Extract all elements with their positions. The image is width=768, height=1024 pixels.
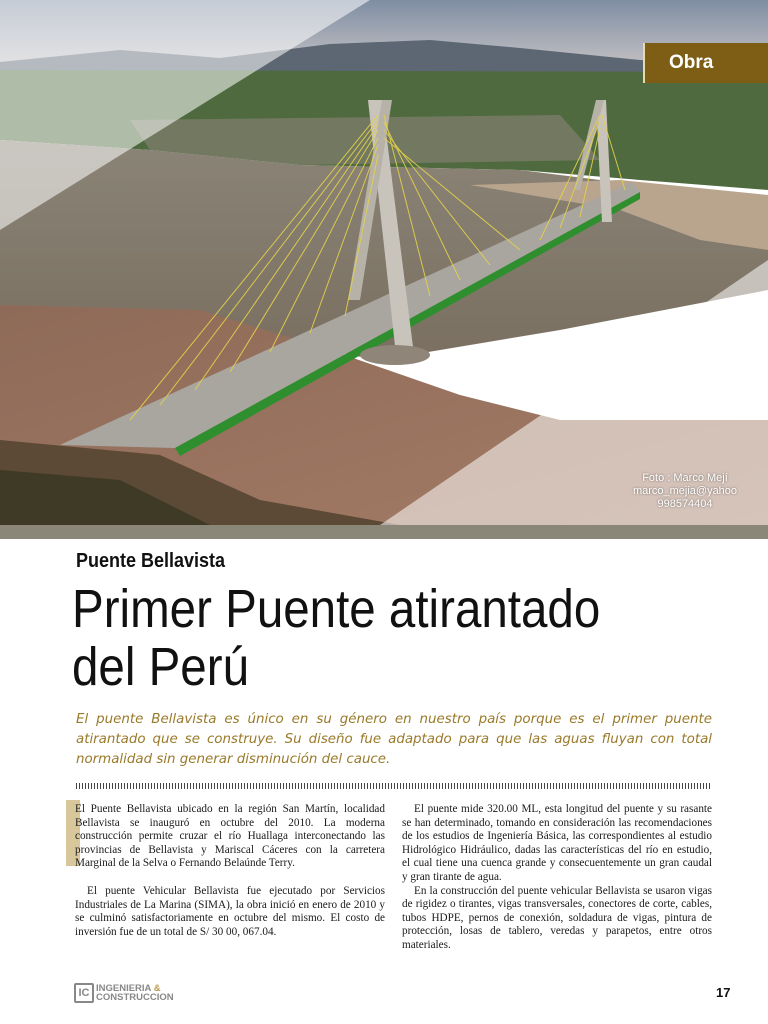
logo-ampersand: & [153, 983, 161, 994]
photo-credit-email: marco_mejia@yahoo [632, 485, 738, 497]
section-tag: Obra [643, 43, 768, 83]
photo-credit-phone: 998574404 [657, 498, 713, 510]
photo-credit [600, 472, 768, 511]
logo-line-1: INGENIERIA [96, 983, 152, 994]
logo-mark: IC [74, 983, 94, 1003]
dotted-divider [76, 783, 712, 789]
body-paragraph: El Puente Bellavista ubicado en la región San Martín, localidad Bellavista se inauguró en octubre del 2010. La moderna construcción permite cruzar el río Huallaga interconectando las provincias de Bellavista y Mariscal Cáceres con la carretera Marginal de la Selva o Fernando Belaúnde Terry. [75, 803, 385, 870]
article-title [72, 580, 670, 696]
article-kicker: Puente Bellavista [76, 550, 226, 572]
page-number: 17 [716, 985, 731, 1000]
photo-credit-name: Foto : Marco Mejí [642, 472, 728, 484]
body-column-right [402, 803, 712, 953]
article-title-line-2: del Perú [72, 637, 250, 697]
article-lede: El puente Bellavista es único en su género en nuestro país porque es el primer puente atirantado que se construye. Su diseño fue adaptado para que las aguas fluyan con total normalidad sin generar disminución del cauce. [76, 712, 712, 767]
body-paragraph: El puente mide 320.00 ML, esta longitud del puente y su rasante se han determinado, tomando en consideración las recomendaciones de los estudios de Ingeniería Básica, las correspondientes al estudio Hidrológico Hidráulico, dadas las características del río en estudio, el cual tiene una cuenca grande y consecuentemente un gran caudal y gran tirante de agua. [402, 803, 712, 883]
body-paragraph: El puente Vehicular Bellavista fue ejecutado por Servicios Industriales de La Marina (SIMA), la obra inició en enero de 2010 y se culminó satisfactoriamente en octubre del mismo. El costo de inversión fue de un total de S/ 30 00, 067.04. [75, 884, 385, 938]
logo-line-2: CONSTRUCCION [96, 992, 174, 1003]
body-column-left [75, 803, 385, 939]
body-paragraph: En la construcción del puente vehicular Bellavista se usaron vigas de rigidez o tirantes, vigas transversales, conectores de corte, cables, tubos HDPE, pernos de conexión, soldadura de vigas, pintura de protección, losas de tablero, veredas y parapetos, entre otros materiales. [402, 884, 712, 951]
magazine-logo [74, 982, 174, 1004]
article-title-line-1: Primer Puente atirantado [72, 579, 601, 639]
photo-bottom-band [0, 525, 768, 539]
logo-text [96, 984, 174, 1002]
